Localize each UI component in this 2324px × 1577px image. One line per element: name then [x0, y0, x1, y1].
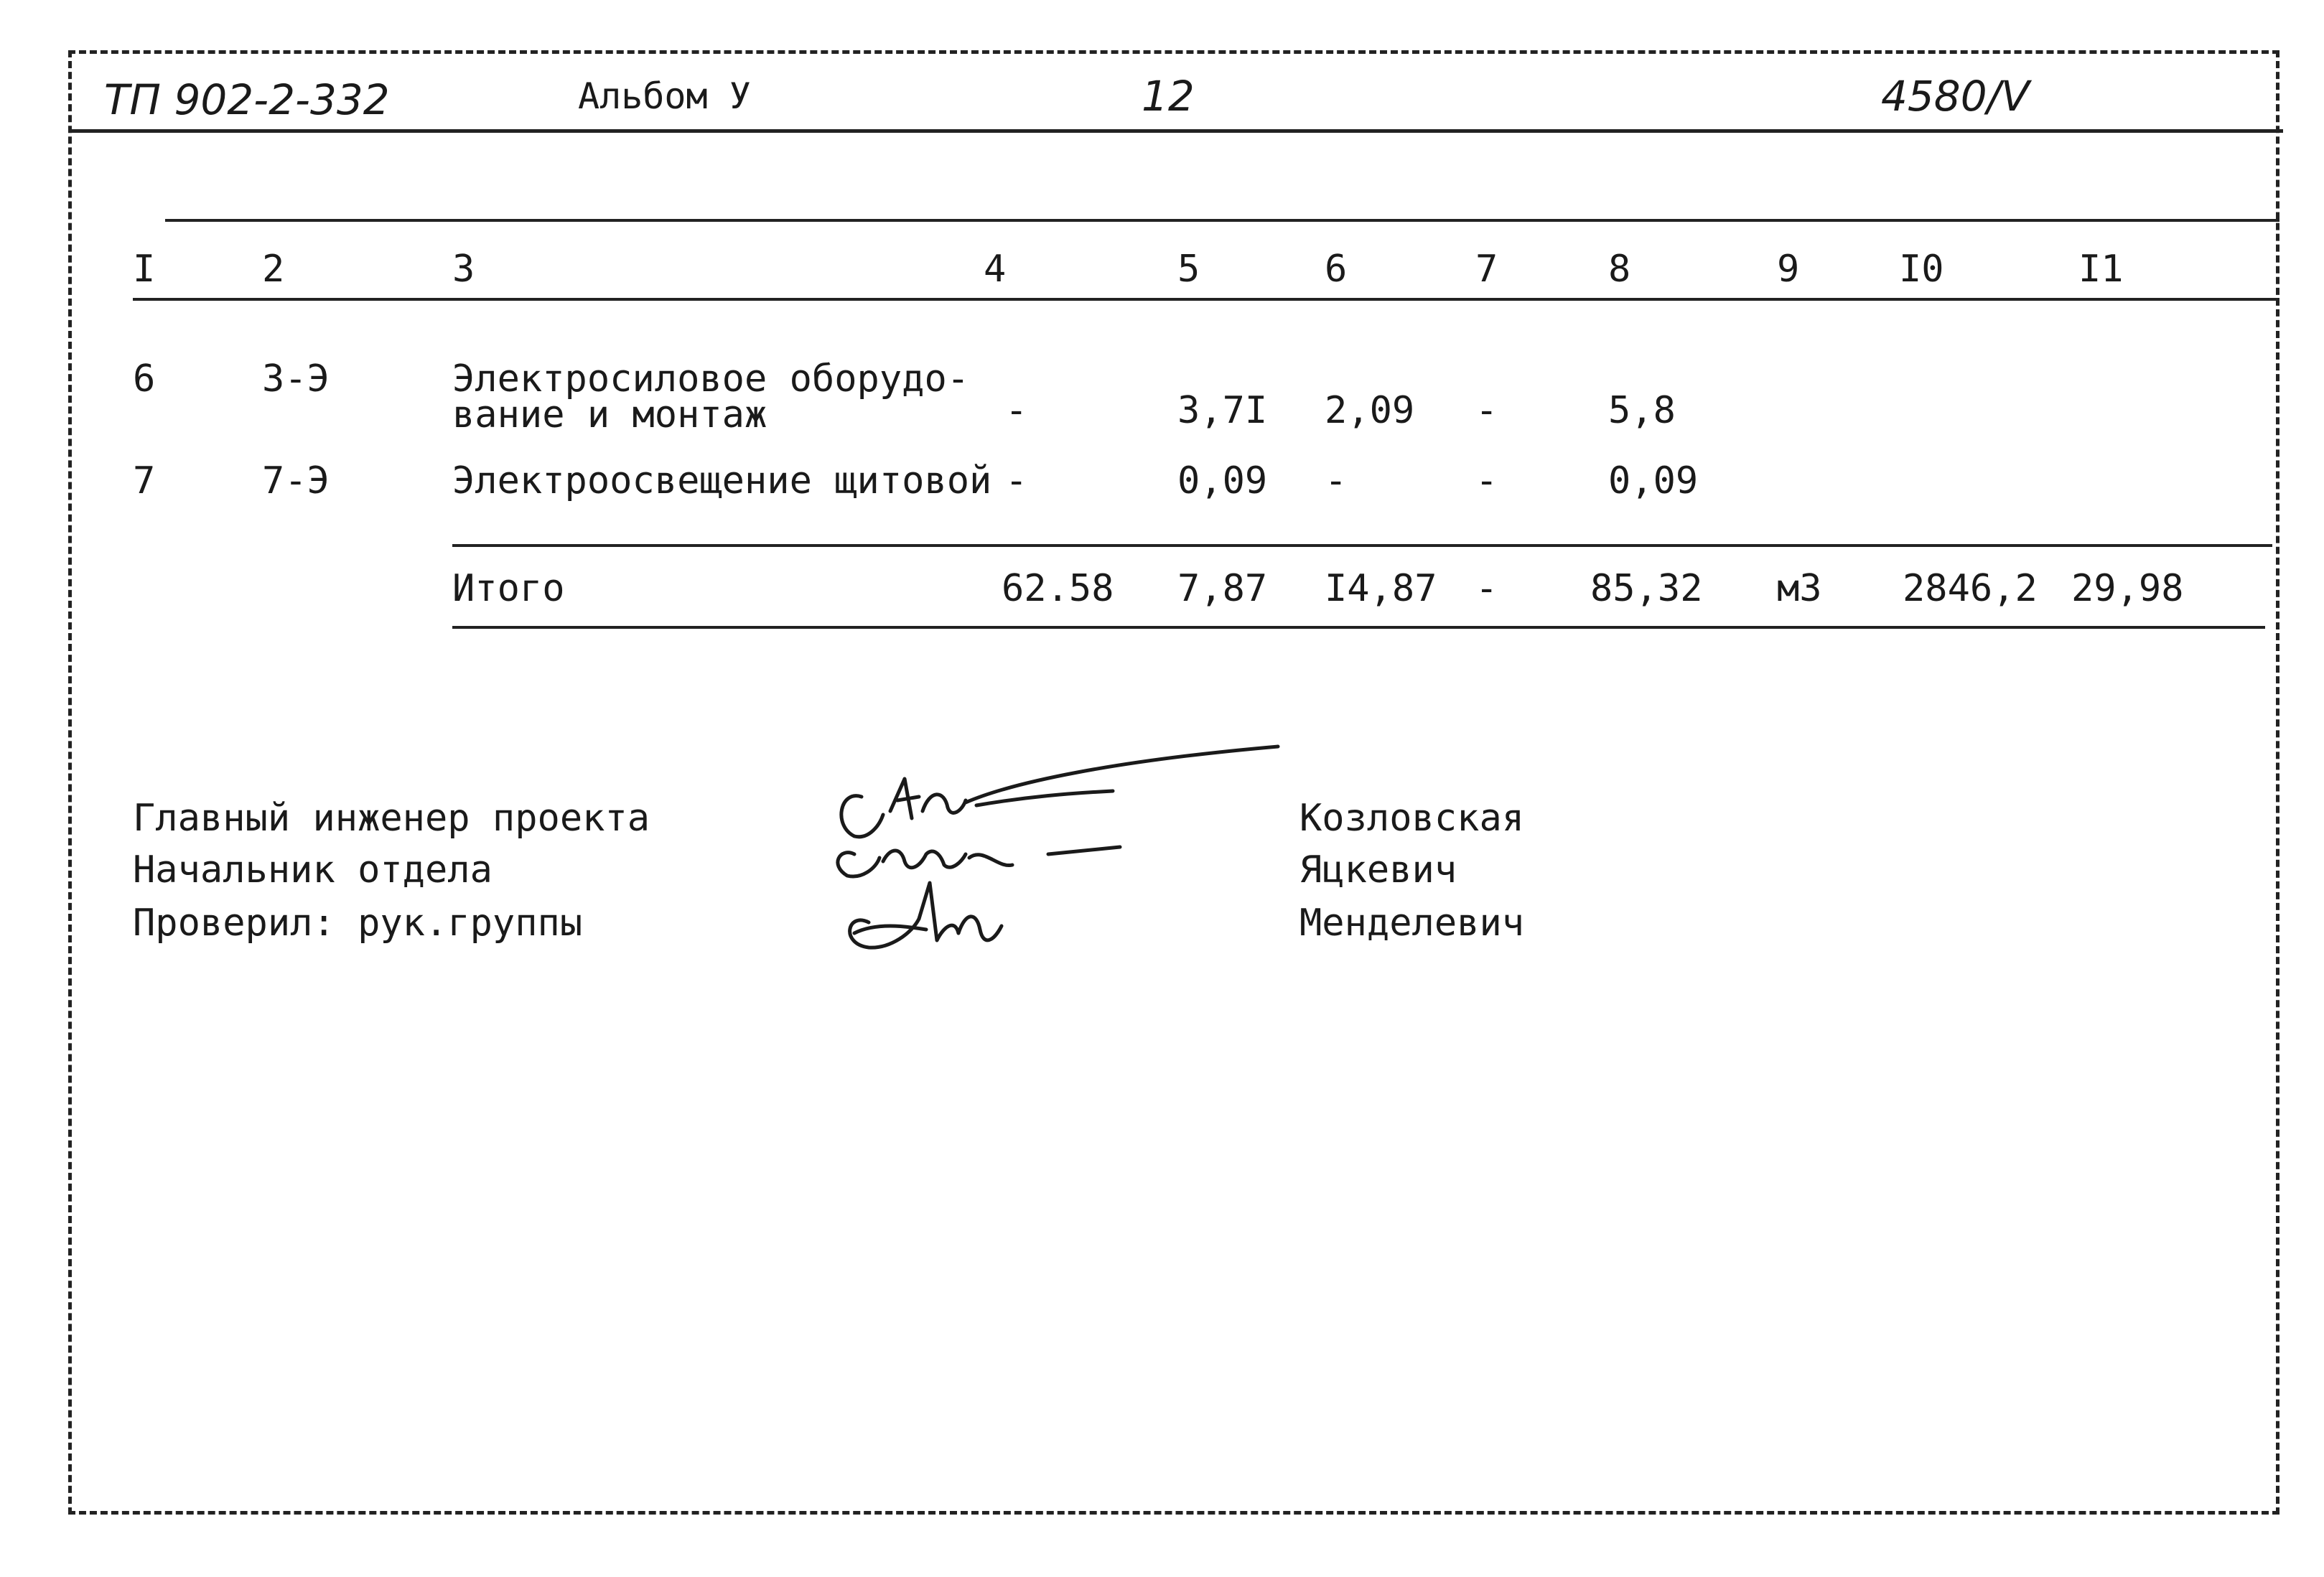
header-divider	[68, 129, 2283, 133]
column-header: 4	[984, 248, 1007, 291]
cell-col4: -	[1005, 389, 1028, 432]
row-code: 3-Э	[262, 357, 330, 401]
column-header: I1	[2078, 248, 2124, 291]
total-col4: 62.58	[1002, 567, 1114, 610]
column-header: 8	[1608, 248, 1631, 291]
cell-col6: -	[1325, 459, 1348, 502]
cell-col5: 3,7I	[1177, 389, 1268, 432]
signatory-name: Козловская	[1299, 797, 1525, 840]
column-header: I	[133, 248, 156, 291]
column-header: 2	[262, 248, 285, 291]
cell-col8: 0,09	[1608, 459, 1699, 502]
column-header: I0	[1899, 248, 1944, 291]
total-col8: 85,32	[1590, 567, 1703, 610]
row-description-cont: вание и монтаж	[452, 393, 767, 436]
total-col10: 2846,2	[1903, 567, 2038, 610]
total-label: Итого	[452, 567, 565, 610]
column-header: 7	[1475, 248, 1498, 291]
sheet-number: 12	[1142, 72, 1195, 121]
total-col5: 7,87	[1177, 567, 1268, 610]
cell-col4: -	[1005, 459, 1028, 502]
total-col11: 29,98	[2071, 567, 2184, 610]
column-header: 9	[1777, 248, 1800, 291]
total-bottom-rule	[452, 626, 2265, 629]
table-top-rule	[165, 219, 2279, 222]
total-col7: -	[1475, 567, 1498, 610]
project-code: ТП 902-2-332	[104, 75, 390, 124]
cell-col7: -	[1475, 389, 1498, 432]
handwritten-signatures	[811, 739, 1314, 983]
signatory-name: Яцкевич	[1299, 848, 1457, 892]
row-number: 7	[133, 459, 156, 502]
inventory-number: 4580/V	[1881, 72, 2030, 121]
cell-col7: -	[1475, 459, 1498, 502]
total-top-rule	[452, 544, 2272, 547]
signature-role: Начальник отдела	[133, 848, 493, 892]
album-label: Альбом У	[578, 75, 751, 117]
column-header: 5	[1177, 248, 1200, 291]
cell-col6: 2,09	[1325, 389, 1415, 432]
cell-col5: 0,09	[1177, 459, 1268, 502]
row-number: 6	[133, 357, 156, 401]
signatory-name: Менделевич	[1299, 902, 1525, 945]
row-code: 7-Э	[262, 459, 330, 502]
signature-role: Главный инженер проекта	[133, 797, 650, 840]
table-header-rule	[133, 298, 2279, 301]
cell-col8: 5,8	[1608, 389, 1676, 432]
column-header: 6	[1325, 248, 1348, 291]
row-description: Электросиловое оборудо-	[452, 357, 970, 401]
signature-role: Проверил: рук.группы	[133, 902, 583, 945]
total-col6: I4,87	[1325, 567, 1437, 610]
row-description: Электроосвещение щитовой	[452, 459, 992, 502]
total-col9: м3	[1777, 567, 1822, 610]
column-header: 3	[452, 248, 475, 291]
